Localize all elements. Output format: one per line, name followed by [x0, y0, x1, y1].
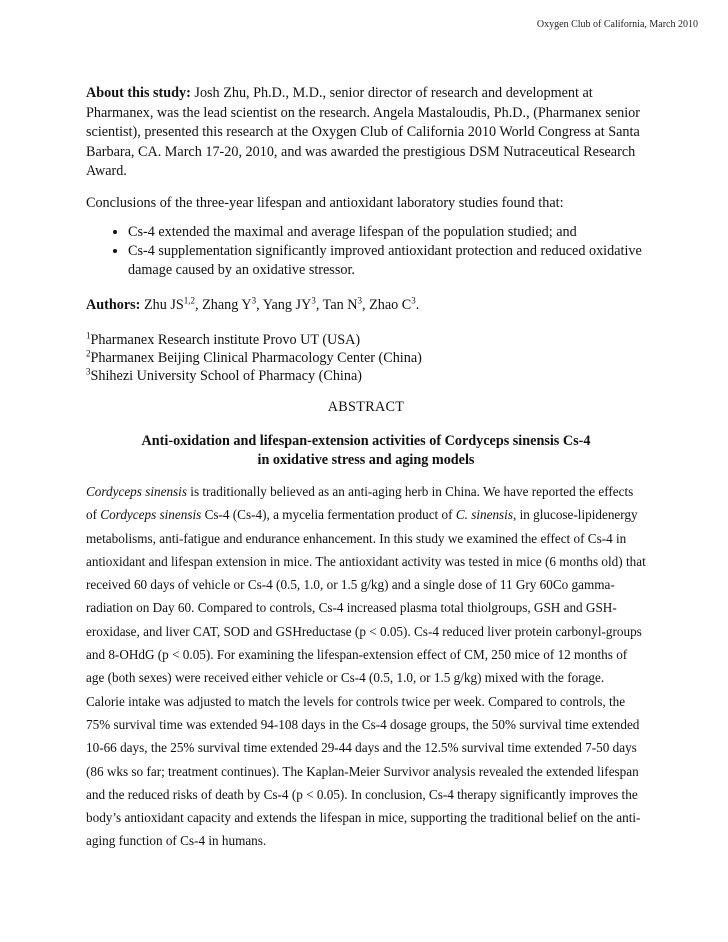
conclusions-list [86, 223, 646, 280]
abstract-text: , in glucose-lipidenergy metabolisms, anti-fatigue and endurance enhancement. In this study we examined the effect of Cs-4 in antioxidant and lifespan extension in mice. The antioxidant activity was tested in mice (6 months old) that received 60 days of vehicle or Cs-4 (0.5, 1.0, or 1.5 g/kg) and a single dose of 11 Gry 60Co gamma-radiation on Day 60. Compared to controls, Cs-4 increased plasma total thiolgroups, GSH and GSH-eroxidase, and liver CAT, SOD and GSHreductase (p < 0.05). Cs-4 reduced liver protein carbonyl-groups and 8-OHdG (p < 0.05). For examining the lifespan-extension effect of CM, 250 mice of 12 months of age (both sexes) were received either vehicle or Cs-4 (0.5, 1.0, or 1.5 g/kg) mixed with the forage. Calorie intake was adjusted to match the levels for controls twice per week. Compared to controls, the 75% survival time was extended 94-108 days in the Cs-4 dosage groups, the 50% survival time extended 10-66 days, the 25% survival time extended 29-44 days and the 12.5% survival time extended 7-50 days (86 wks so far; treatment continues). The Kaplan-Meier Survivor analysis revealed the extended lifespan and the reduced risks of death by Cs-4 (p < 0.05). In conclusion, Cs-4 therapy significantly improves the body’s antioxidant capacity and extends the lifespan in mice, supporting the traditional belief on the anti-aging function of Cs-4 in humans. [86, 507, 646, 849]
about-study-paragraph [86, 84, 646, 182]
author-affiliation-mark: 3 [411, 295, 416, 306]
author-name: Zhang Y [202, 297, 252, 313]
about-study-label: About this study: [86, 85, 191, 101]
author-separator: , [315, 297, 323, 313]
abstract-body [86, 480, 646, 853]
author-name: Zhao C [369, 297, 412, 313]
header-note: Oxygen Club of California, March 2010 [536, 19, 698, 30]
abstract-text: is traditionally believed as an anti-aging herb in China. We have reported the effects of [86, 484, 634, 523]
species-name: Cordyceps sinensis [100, 507, 202, 523]
affiliations [86, 331, 646, 385]
author-separator: , [195, 297, 203, 313]
species-name: C. sinensis [455, 507, 513, 523]
affiliation-item [86, 331, 646, 349]
abstract-heading: ABSTRACT [327, 399, 405, 415]
affiliation-item [86, 367, 646, 385]
conclusion-item: • Cs-4 extended the maximal and average lifespan of the population studied; and [128, 223, 646, 242]
author-affiliation-mark: 3 [311, 295, 316, 306]
author-affiliation-mark: 1,2 [183, 295, 195, 306]
affiliation-number: 2 [86, 348, 91, 359]
authors-line [86, 296, 646, 315]
author-affiliation-mark: 3 [357, 295, 363, 306]
author-name: Yang JY [262, 297, 312, 313]
abstract-title [86, 432, 646, 470]
conclusion-item: • Cs-4 supplementation significantly improved antioxidant protection and reduced oxidative damage caused by an oxidative stressor. [128, 242, 646, 280]
affiliation-item [86, 349, 646, 367]
affiliation-text: Pharmanex Research institute Provo UT (USA) [90, 332, 361, 348]
affiliation-text: Pharmanex Beijing Clinical Pharmacology Center (China) [90, 350, 422, 366]
author-affiliation-mark: 3 [251, 295, 257, 306]
abstract-title-line: Anti-oxidation and lifespan-extension activities of Cordyceps sinensis Cs-4 [141, 433, 591, 449]
abstract-text: Cs-4 (Cs-4), a mycelia fermentation product of [201, 507, 456, 523]
affiliation-text: Shihezi University School of Pharmacy (China) [90, 368, 362, 384]
document-content [86, 84, 646, 853]
author-separator: . [415, 297, 420, 313]
about-study-text: Josh Zhu, Ph.D., M.D., senior director of research and development at Pharmanex, was the lead scientist on the research. Angela Mastaloudis, Ph.D., (Pharmanex senior scientist), presented this research at the Oxygen Club of California 2010 World Congress at Santa Barbara, CA. March 17-20, 2010, and was awarded the prestigious DSM Nutraceutical Research Award. [86, 85, 640, 179]
affiliation-number: 1 [86, 330, 91, 341]
species-name: Cordyceps sinensis [86, 484, 187, 499]
affiliation-number: 3 [86, 366, 91, 377]
conclusions-intro: Conclusions of the three-year lifespan and antioxidant laboratory studies found that: [86, 194, 564, 211]
author-separator: , [256, 297, 263, 313]
author-name: Zhu JS [143, 297, 184, 313]
author-name: Tan N [322, 297, 358, 313]
author-separator: , [362, 297, 370, 313]
abstract-title-line: in oxidative stress and aging models [257, 452, 475, 468]
authors-label: Authors: [86, 297, 141, 313]
